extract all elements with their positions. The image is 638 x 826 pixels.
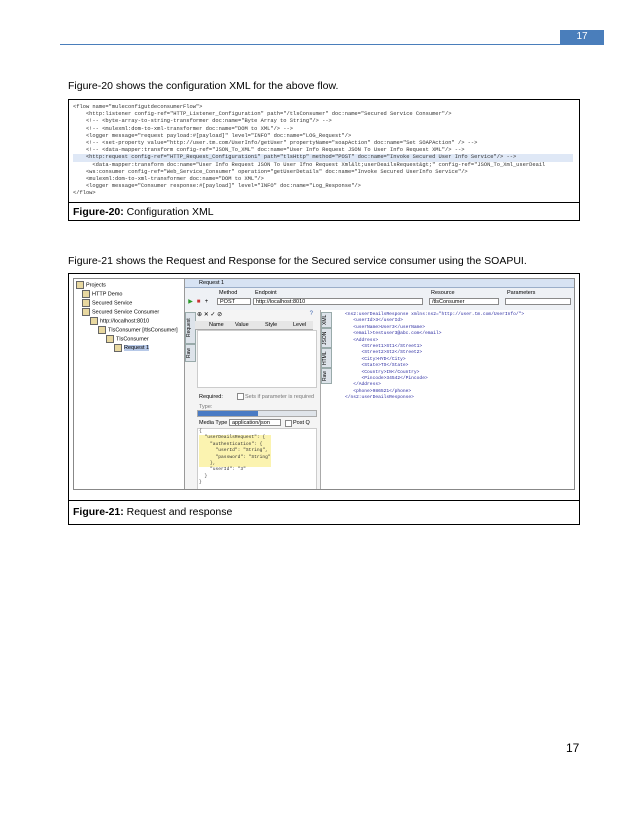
media-type-label: Media Type xyxy=(199,420,228,426)
code-line: <Country>IN</Country> xyxy=(345,369,420,375)
parameters-label: Parameters xyxy=(507,290,536,296)
col-value: Value xyxy=(235,322,249,328)
tab-request[interactable]: Request xyxy=(185,312,196,344)
code-line: <email>testuser3@abc.com</email> xyxy=(345,331,442,337)
code-line: <logger message="request payload:#[payload]" level="INFO" doc:name="LOG_Request"/> xyxy=(73,132,352,139)
required-label: Required: xyxy=(199,394,223,400)
resource-label: Resource xyxy=(431,290,455,296)
tree-item-projects[interactable]: Projects xyxy=(76,281,106,289)
project-icon xyxy=(82,308,90,316)
submit-icon[interactable]: ▶ xyxy=(188,299,193,305)
code-line: } xyxy=(199,480,202,486)
code-line: <ws:consumer config-ref="Web_Service_Consumer" operation="getUserDetails" doc:name="Invoke Secured UserInfo Service"/> xyxy=(73,168,468,175)
add-param-icon[interactable]: ⊕ ✕ ✓ ⊘ xyxy=(197,312,223,318)
code-line: "userDeailsRequest": { xyxy=(199,435,271,441)
code-line: <Street1>St1</Street1> xyxy=(345,344,423,350)
soapui-window xyxy=(73,278,575,490)
code-line: "userId": "String", xyxy=(199,448,271,454)
figure20-intro: Figure-20 shows the configuration XML for the above flow. xyxy=(68,80,339,92)
required-checkbox[interactable] xyxy=(237,393,244,400)
project-icon xyxy=(82,299,90,307)
request-editor xyxy=(185,279,574,489)
project-navigator xyxy=(74,279,185,489)
page-number-header: 17 xyxy=(560,30,604,44)
code-line: <userName>User3</userName> xyxy=(345,324,425,330)
xml-response-body xyxy=(345,312,524,402)
tree-item-http-demo[interactable]: HTTP Demo xyxy=(82,290,122,298)
code-line: "authentication": { xyxy=(199,442,271,448)
caption-label: Figure-21: xyxy=(73,506,124,518)
stop-icon[interactable]: ■ xyxy=(196,299,201,305)
endpoint-input[interactable]: http://localhost:8010 xyxy=(253,298,423,305)
scrollbar-thumb[interactable] xyxy=(198,411,258,416)
tab-raw-right[interactable]: Raw xyxy=(321,368,332,384)
tab-raw-left[interactable]: Raw xyxy=(185,344,196,362)
page-number-footer: 17 xyxy=(566,741,580,755)
code-line: <!-- <set-property value="http://user.tm.com/UserInfo/getUser" propertyName="soapAction" doc:name="Set SOAPAction" /> --> xyxy=(73,140,478,147)
code-line: <State>TS</State> xyxy=(345,363,409,369)
code-line: <http:request config-ref="HTTP_Request_Configuration1" path="tlsHttp" method="POST" doc:name="Invoke Secured User Info Service"/> --> xyxy=(73,154,573,161)
code-line: <mulexml:dom-to-xml-transformer doc:name="DOM to XML"/> xyxy=(73,176,264,183)
caption-text: Configuration XML xyxy=(123,206,214,218)
code-line: <Address> xyxy=(345,337,379,343)
type-label: Type: xyxy=(199,404,213,410)
code-line: <userId>3</userId> xyxy=(345,318,403,324)
json-request-body xyxy=(199,429,271,487)
caption-label: Figure-20: xyxy=(73,206,124,218)
caption-divider xyxy=(69,202,579,203)
params-toolbar xyxy=(197,311,317,319)
code-line: <ns2:userDeailsResponse xmlns:ns2="http://user.tm.com/UserInfo/"> xyxy=(345,312,525,317)
post-query-label: Post Q xyxy=(293,420,310,426)
figure20-box xyxy=(68,99,580,221)
code-line: <!-- <mulexml:dom-to-xml-transformer doc:name="DOM to XML"/> --> xyxy=(73,125,293,132)
code-line: <City>HYD</City> xyxy=(345,356,406,362)
params-grid[interactable] xyxy=(197,330,317,388)
tab-json[interactable]: JSON xyxy=(321,328,332,348)
code-line: </flow> xyxy=(73,190,96,197)
code-line: "userId": "3" xyxy=(199,467,246,473)
caption-text: Request and response xyxy=(123,506,233,518)
tree-item-request[interactable]: Request 1 xyxy=(114,344,149,352)
code-line: <Street2>St2</Street2> xyxy=(345,350,423,356)
params-grid-header xyxy=(195,321,313,330)
help-icon[interactable]: ? xyxy=(309,311,313,317)
folder-icon xyxy=(76,281,84,289)
figure21-caption xyxy=(73,506,232,518)
tab-xml[interactable]: XML xyxy=(321,312,332,328)
code-line: <Pincode>34542</Pincode> xyxy=(345,376,428,382)
method-label: Method xyxy=(219,290,238,296)
col-name: Name xyxy=(209,322,224,328)
required-hint: Sets if parameter is required xyxy=(245,394,315,400)
method-select[interactable]: POST xyxy=(217,298,251,305)
code-line: </Address> xyxy=(345,382,381,388)
horizontal-scrollbar[interactable] xyxy=(197,410,317,417)
figure20-caption xyxy=(73,206,214,218)
parameters-input[interactable] xyxy=(505,298,571,305)
code-line: <http:listener config-ref="HTTP_Listener_Configuration" path="/tlsConsumer" doc:name="Secured Service Consumer"/> xyxy=(73,111,452,118)
editor-title: Request 1 xyxy=(185,279,574,288)
tree-item-resource[interactable]: TlsConsumer [/tlsConsumer] xyxy=(98,326,178,334)
code-line: }, xyxy=(199,461,271,467)
code-line: <logger message="Consumer response:#[payload]" level="INFO" doc:name="Log_Response"/> xyxy=(73,183,361,190)
code-line: <data-mapper:transform doc:name="User Info Request JSON To User Ifno Request Xml&lt;userDeailsRequest&gt;" config-ref="JSON_To_Xml_userDeail xyxy=(73,161,546,168)
request-pane xyxy=(185,310,321,489)
request-toolbar xyxy=(185,289,574,309)
project-icon xyxy=(82,290,90,298)
code-line: <!-- <byte-array-to-string-transformer doc:name="Byte Array to String"/> --> xyxy=(73,118,332,125)
code-line: <flow name="muleconfigutdeconsumerFlow"> xyxy=(73,104,203,110)
response-pane xyxy=(321,310,574,489)
figure21-box xyxy=(68,273,580,525)
resource-icon xyxy=(98,326,106,334)
post-query-checkbox[interactable] xyxy=(285,420,292,427)
config-xml-code xyxy=(73,104,573,198)
tree-item-method[interactable]: TlsConsumer xyxy=(106,335,149,343)
code-line: } xyxy=(199,473,208,479)
tree-item-secured-service[interactable]: Secured Service xyxy=(82,299,132,307)
tree-item-endpoint[interactable]: http://localhost:8010 xyxy=(90,317,149,325)
code-line: </ns2:userDeailsResponse> xyxy=(345,395,414,401)
code-line: "password": "String" xyxy=(199,454,271,460)
caption-divider xyxy=(69,500,579,501)
add-icon[interactable]: + xyxy=(204,299,209,305)
tab-html[interactable]: HTML xyxy=(321,348,332,368)
col-style: Style xyxy=(265,322,278,328)
service-icon xyxy=(90,317,98,325)
resource-input[interactable]: /tlsConsumer xyxy=(429,298,499,305)
code-line: { xyxy=(199,429,202,434)
media-type-select[interactable]: application/json xyxy=(229,419,281,426)
header-rule xyxy=(60,44,604,45)
endpoint-label: Endpoint xyxy=(255,290,277,296)
request-icon xyxy=(114,344,122,352)
figure21-intro: Figure-21 shows the Request and Response for the Secured service consumer using the SOAPUI. xyxy=(68,255,527,267)
code-line: <phone>986521</phone> xyxy=(345,388,412,394)
col-level: Level xyxy=(293,322,307,328)
method-icon xyxy=(106,335,114,343)
tree-item-secured-consumer[interactable]: Secured Service Consumer xyxy=(82,308,159,316)
code-line: <!-- <data-mapper:transform config-ref="JSON_To_XML" doc:name="User Info Request JSON To User Info Request XML"/> --> xyxy=(73,147,465,154)
